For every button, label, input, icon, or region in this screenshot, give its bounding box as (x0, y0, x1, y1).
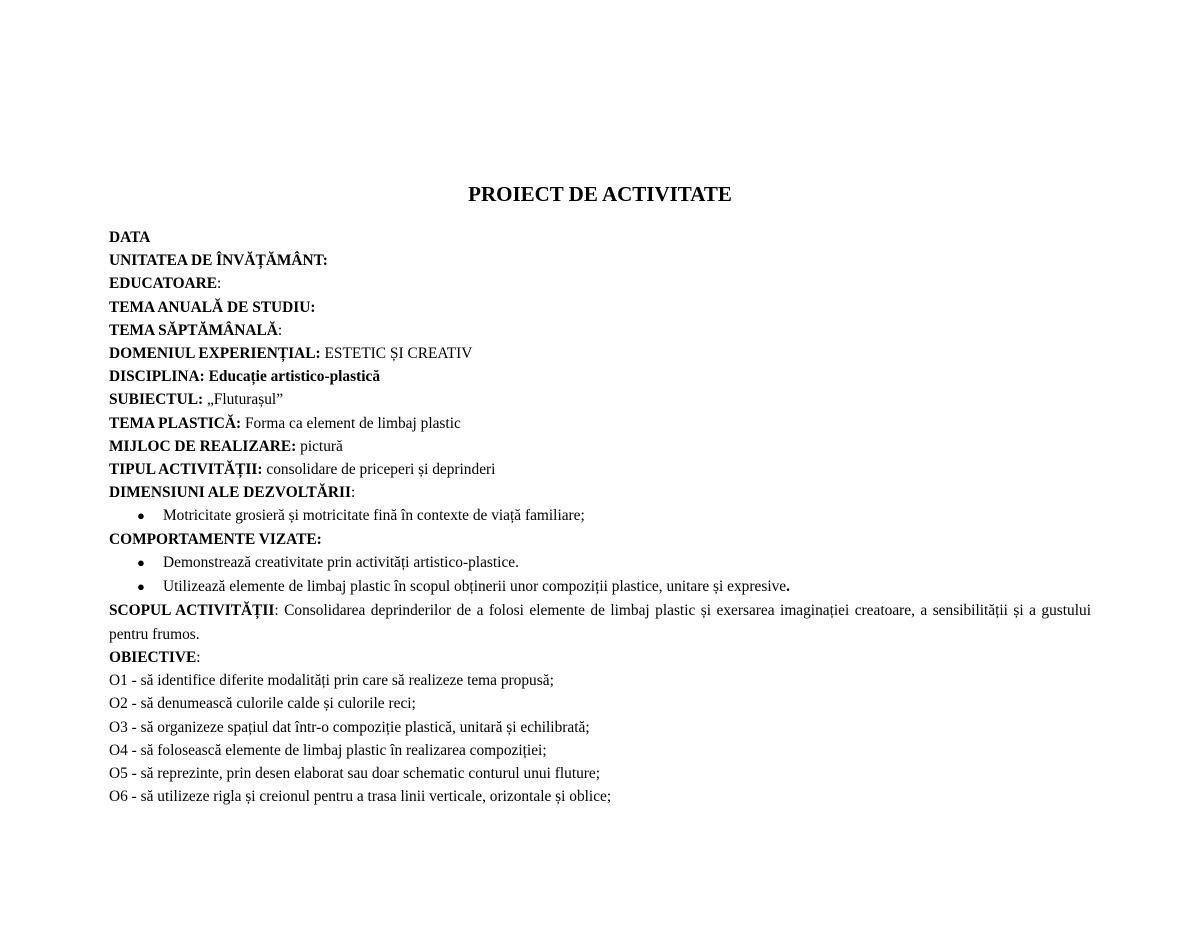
list-item (109, 504, 1091, 528)
field-value: consolidare de priceperi și deprinderi (262, 461, 496, 479)
field-data (109, 226, 1091, 249)
field-mijloc (109, 435, 1091, 458)
objective-item: O1 - să identifice diferite modalități prin care să realizeze tema propusă; (109, 672, 554, 690)
field-educatoare (109, 272, 1091, 295)
list-item-text: Motricitate grosieră și motricitate fină în contexte de viață familiare; (163, 507, 585, 525)
field-label: COMPORTAMENTE VIZATE: (109, 531, 322, 549)
bullet-icon: ● (137, 579, 145, 595)
objective-item: O2 - să denumească culorile calde și culorile reci; (109, 695, 416, 713)
list-item (109, 551, 1091, 575)
list-item-text: Demonstrează creativitate prin activități artistico-plastice. (163, 554, 519, 572)
field-scopul (109, 599, 1091, 646)
field-tipul (109, 458, 1091, 481)
field-obiective (109, 646, 1091, 669)
bullet-icon: ● (137, 555, 145, 571)
field-dimensiuni (109, 481, 1091, 504)
field-value: „Fluturașul” (203, 391, 284, 409)
field-unitatea (109, 249, 1091, 272)
field-label: DIMENSIUNI ALE DEZVOLTĂRII (109, 484, 352, 502)
field-tema-saptamanala (109, 319, 1091, 342)
field-label: TEMA SĂPTĂMÂNALĂ (109, 321, 278, 339)
document-body (109, 226, 1091, 808)
bullet-icon: ● (137, 508, 145, 524)
document-title: PROIECT DE ACTIVITATE (468, 182, 732, 206)
field-label: DATA (109, 229, 151, 246)
list-item-period: . (786, 578, 790, 596)
objective-item: O6 - să utilizeze rigla și creionul pentru a trasa linii verticale, orizontale și oblice; (109, 788, 612, 806)
field-label: TEMA PLASTICĂ: (109, 414, 242, 432)
field-label: SCOPUL ACTIVITĂȚII (109, 602, 275, 620)
field-separator: : (277, 321, 283, 339)
objective-item: O4 - să folosească elemente de limbaj plastic în realizarea compoziției; (109, 741, 547, 759)
field-subiectul (109, 388, 1091, 411)
field-separator: : (196, 649, 201, 667)
field-label: OBIECTIVE (109, 649, 197, 667)
field-label: EDUCATOARE (109, 275, 218, 293)
field-label: UNITATEA DE ÎNVĂȚĂMÂNT: (109, 252, 328, 270)
field-disciplina (109, 365, 1091, 388)
objective-item: O3 - să organizeze spațiul dat într-o compoziție plastică, unitară și echilibrată; (109, 718, 590, 736)
field-label: DISCIPLINA: Educație artistico-plastică (109, 368, 381, 386)
field-label: DOMENIUL EXPERIENȚIAL: (109, 345, 321, 363)
field-value: ESTETIC ȘI CREATIV (320, 345, 473, 363)
field-separator: : (217, 275, 222, 293)
field-value: Forma ca element de limbaj plastic (241, 414, 461, 432)
field-label: TEMA ANUALĂ DE STUDIU: (109, 298, 316, 316)
field-value: pictură (296, 437, 343, 455)
field-domeniul (109, 342, 1091, 365)
field-value: : Consolidarea deprinderilor de a folosi elemente de limbaj plastic și exersarea imaginației creatoare, a sensibilității și a gustului pentru frumos. (109, 602, 1091, 643)
field-comportamente (109, 528, 1091, 551)
field-label: TIPUL ACTIVITĂȚII: (109, 461, 263, 479)
list-item-text: Utilizează elemente de limbaj plastic în scopul obținerii unor compoziții plastice, unitare și expresive (163, 578, 787, 596)
field-label: MIJLOC DE REALIZARE: (109, 437, 297, 455)
list-item (109, 575, 1091, 599)
field-label: SUBIECTUL: (109, 391, 204, 409)
field-tema-anuala (109, 296, 1091, 319)
objective-item: O5 - să reprezinte, prin desen elaborat sau doar schematic conturul unui fluture; (109, 765, 601, 783)
field-tema-plastica (109, 412, 1091, 435)
field-separator: : (351, 484, 356, 502)
